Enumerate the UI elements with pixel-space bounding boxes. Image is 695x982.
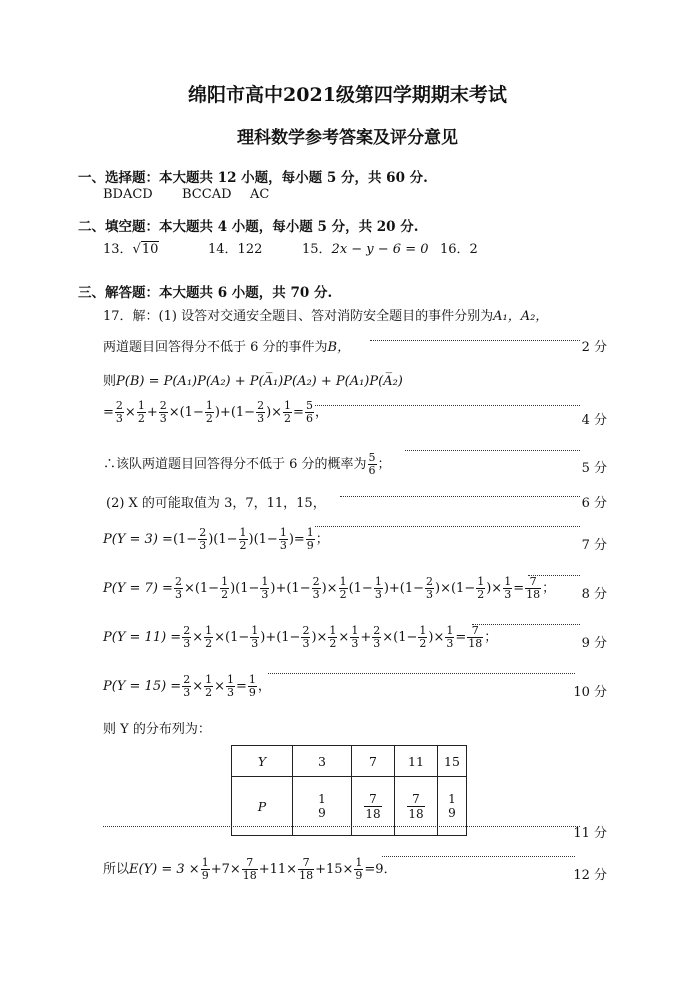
table-cell: 7 [352, 746, 395, 777]
dist-intro: 则 Y 的分布列为： [103, 722, 211, 737]
score-11: 11 分 [573, 826, 607, 841]
table-cell: 11 [395, 746, 438, 777]
fill-answer-14: 14．122 [208, 242, 263, 257]
prob-y11: P(Y = 11) = $\frac{2}{3}$ × $\frac{1}{2}$ ×(1− $\frac{1}{3}$ )+(1− $\frac{2}{3}$ )× $\frac{1}{2}$ × $\frac{1}{3}$ + $\frac{2}{3}$ ×(1− $\frac{1}{2}$ )× $\frac{1}{3}$ = $\frac{7}{18}$ ； [103, 624, 498, 650]
table-cell: $\frac{7}{18}$ [352, 777, 395, 836]
score-6: 6 分 [581, 496, 607, 511]
dot-leader [315, 526, 580, 527]
dot-leader [528, 575, 580, 576]
q17-line4-expr: = $\frac{2}{3}$ × $\frac{1}{2}$ + $\frac{2}{3}$ ×(1− $\frac{1}{2}$ )+(1− $\frac{2}{3}$ )× $\frac{1}{2}$ = $\frac{5}{6}$ ， [103, 399, 328, 425]
dot-leader [382, 856, 575, 857]
score-7: 7 分 [581, 538, 607, 553]
dot-leader [370, 340, 580, 341]
table-cell: 15 [438, 746, 467, 777]
q17-line2: 两道题目回答得分不低于 6 分的事件为B， [103, 340, 351, 355]
mc-answers-1: BDACD [103, 187, 153, 202]
dot-leader [340, 496, 580, 497]
score-4: 4 分 [581, 413, 607, 428]
q17-intro: 17．解：(1) 设答对交通安全题目、答对消防安全题目的事件分别为A₁，A₂， [103, 309, 549, 324]
score-10: 10 分 [573, 685, 607, 700]
table-cell: Y [232, 746, 293, 777]
mc-answers-3: AC [250, 187, 270, 202]
prob-y15: P(Y = 15) = $\frac{2}{3}$ × $\frac{1}{2}$ × $\frac{1}{3}$ = $\frac{1}{9}$ ， [103, 673, 271, 699]
dot-leader [472, 624, 580, 625]
section-3-heading: 三、解答题：本大题共 6 小题，共 70 分. [78, 285, 333, 301]
dot-leader [103, 826, 580, 827]
distribution-table [231, 745, 467, 836]
q17-line6: (2) X 的可能取值为 3，7，11，15， [106, 496, 326, 511]
score-12: 12 分 [573, 868, 607, 883]
table-cell: P [232, 777, 293, 836]
q17-line5: ∴该队两道题目回答得分不低于 6 分的概率为 $\frac{5}{6}$ ； [103, 451, 391, 477]
page-title: 绵阳市高中2021级第四学期期末考试 [188, 84, 507, 106]
table-cell: 1 9 [438, 777, 467, 836]
mc-answers-2: BCCAD [182, 187, 232, 202]
table-cell: $\frac{7}{18}$ [395, 777, 438, 836]
table-row [232, 746, 467, 777]
section-2-heading: 二、填空题：本大题共 4 小题，每小题 5 分，共 20 分. [78, 219, 419, 235]
section-1-heading: 一、选择题：本大题共 12 小题，每小题 5 分，共 60 分. [78, 170, 428, 186]
expected-value: 所以E(Y) = 3 × $\frac{1}{9}$ +7× $\frac{7}{18}$ +11× $\frac{7}{18}$ +15× $\frac{1}{9}$ =9． [103, 856, 397, 882]
page-subtitle: 理科数学参考答案及评分意见 [237, 128, 458, 148]
dot-leader [405, 450, 580, 451]
dot-leader [315, 405, 580, 406]
score-5: 5 分 [581, 461, 607, 476]
q17-line3: 则P(B) = P(A₁)P(A₂) + P(A̅₁)P(A₂) + P(A₁)P(A̅₂) [103, 374, 403, 389]
table-cell: 3 [293, 746, 352, 777]
fill-answer-15: 15．2x − y − 6 = 0 [302, 242, 429, 257]
fill-answer-13: 13．√10 [103, 242, 159, 257]
fill-answer-16: 16．2 [440, 242, 478, 257]
table-cell: 1 9 [293, 777, 352, 836]
dot-leader [268, 673, 575, 674]
prob-y3: P(Y = 3) =(1− $\frac{2}{3}$ )(1− $\frac{1}{2}$ )(1− $\frac{1}{3}$ )= $\frac{1}{9}$ ； [103, 526, 329, 552]
prob-y7: P(Y = 7) = $\frac{2}{3}$ ×(1− $\frac{1}{2}$ )(1− $\frac{1}{3}$ )+(1− $\frac{2}{3}$ )× $\frac{1}{2}$ (1− $\frac{1}{3}$ )+(1− $\frac{2}{3}$ )×(1− $\frac{1}{2}$ )× $\frac{1}{3}$ = $\frac{7}{18}$ ； [103, 575, 556, 601]
score-8: 8 分 [581, 587, 607, 602]
score-2: 2 分 [581, 340, 607, 355]
score-9: 9 分 [581, 636, 607, 651]
